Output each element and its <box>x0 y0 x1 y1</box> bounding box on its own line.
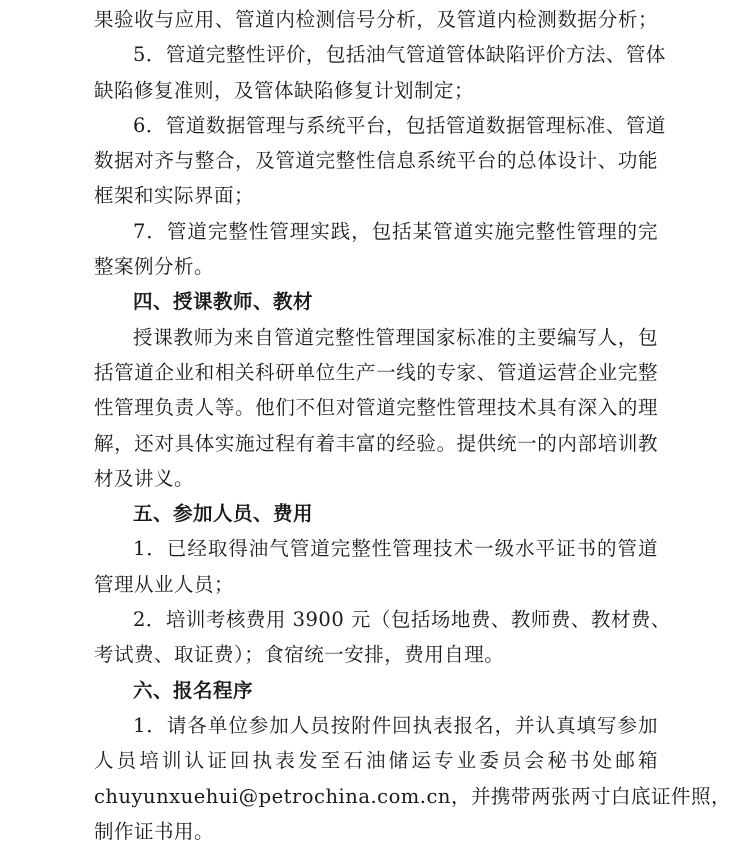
section-heading-registration: 六、报名程序 <box>133 678 254 702</box>
email-line: chuyunxuehui@petrochina.com.cn，并携带两张两寸白底证件照， <box>94 784 731 808</box>
paragraph-line: 果验收与应用、管道内检测信号分析，及管道内检测数据分析； <box>94 8 658 31</box>
paragraph-line: 解，还对具体实施过程有着丰富的经验。提供统一的内部培训教 <box>94 431 658 455</box>
paragraph-line: 2．培训考核费用 3900 元（包括场地费、教师费、教材费、 <box>133 608 671 632</box>
paragraph-line: 制作证书用。 <box>94 819 215 843</box>
paragraph-line: 括管道企业和相关科研单位生产一线的专家、管道运营企业完整 <box>94 360 658 384</box>
paragraph-line: 人员培训认证回执表发至石油储运专业委员会秘书处邮箱 <box>94 749 658 773</box>
paragraph-line: 管理从业人员； <box>94 572 235 596</box>
paragraph-line: 1．已经取得油气管道完整性管理技术一级水平证书的管道 <box>133 537 658 561</box>
paragraph-line: 整案例分析。 <box>94 255 215 279</box>
paragraph-line: 框架和实际界面； <box>94 184 255 208</box>
paragraph-line: 缺陷修复准则，及管体缺陷修复计划制定； <box>94 78 475 102</box>
paragraph-line: 性管理负责人等。他们不但对管道完整性管理技术具有深入的理 <box>94 396 658 420</box>
section-heading-instructors: 四、授课教师、教材 <box>133 290 314 314</box>
paragraph-line: 考试费、取证费）；食宿统一安排，费用自理。 <box>94 643 505 667</box>
paragraph-line: 材及讲义。 <box>94 466 195 490</box>
paragraph-line: 授课教师为来自管道完整性管理国家标准的主要编写人，包 <box>133 325 658 349</box>
paragraph-line: 1．请各单位参加人员按附件回执表报名，并认真填写参加 <box>133 713 658 737</box>
paragraph-line: 数据对齐与整合，及管道完整性信息系统平台的总体设计、功能 <box>94 149 658 173</box>
section-heading-participants: 五、参加人员、费用 <box>133 502 314 526</box>
paragraph-line: 6．管道数据管理与系统平台，包括管道数据管理标准、管道 <box>133 113 666 137</box>
paragraph-line: 5．管道完整性评价，包括油气管道管体缺陷评价方法、管体 <box>133 43 666 67</box>
paragraph-line: 7．管道完整性管理实践，包括某管道实施完整性管理的完 <box>133 219 658 243</box>
